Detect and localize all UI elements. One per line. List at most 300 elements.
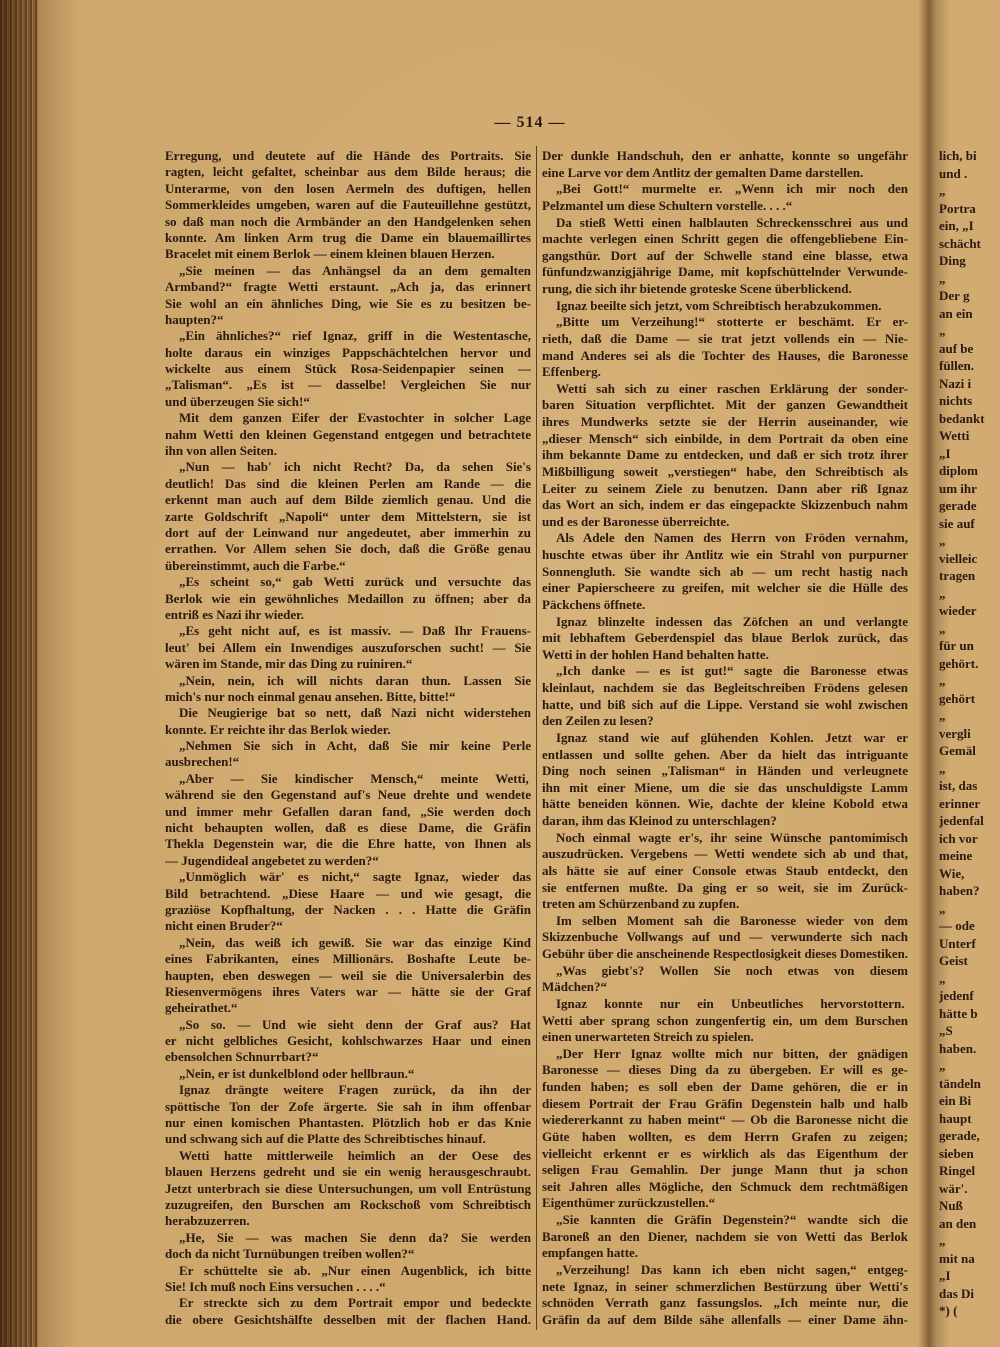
text-line: „dieser Mensch“ sich einbilde, in dem Portrait da oben eine bbox=[542, 430, 908, 446]
text-line: mand Anderes sei als die Tochter des Hauses, die Baronesse bbox=[542, 347, 908, 363]
column-rule bbox=[536, 146, 537, 1330]
paragraph bbox=[165, 410, 531, 459]
text-line: „Verzeihung! Das kann ich eben nicht sagen,“ entgeg- bbox=[556, 1261, 908, 1277]
next-page-text-fragment: „I bbox=[939, 1268, 951, 1283]
text-line: „Sie meinen — das Anhängsel da an dem gemalten bbox=[179, 262, 531, 278]
next-page-text-fragment: schächt bbox=[939, 235, 981, 251]
paragraph bbox=[165, 935, 531, 1017]
text-line-row bbox=[542, 1279, 908, 1296]
next-page-edge-text bbox=[939, 147, 1000, 1337]
text-line-row bbox=[542, 813, 908, 830]
next-page-text-fragment: Portra bbox=[939, 200, 976, 216]
text-line-row bbox=[542, 414, 908, 431]
text-line-row bbox=[542, 979, 908, 996]
text-line: „Es geht nicht auf, es ist massiv. — Daß Ihr Frauens- bbox=[179, 623, 531, 639]
text-line: Effenberg. bbox=[542, 364, 601, 380]
text-line: schnöden Verrath ganz fassungslos. „Ich meinte nur, die bbox=[542, 1295, 908, 1311]
text-line: Er schüttelte sie ab. „Nur einen Augenblick, ich bitte bbox=[179, 1262, 531, 1278]
text-line: eines Fabrikanten, eines Millionärs. Boshafte Leute be- bbox=[165, 951, 531, 967]
text-line-row bbox=[165, 263, 531, 279]
text-line-row bbox=[165, 591, 531, 607]
next-page-text-fragment: haben? bbox=[939, 883, 980, 898]
next-page-text-fragment: „ bbox=[939, 1058, 946, 1073]
text-line-row bbox=[165, 1148, 531, 1164]
text-line: während sie den Gegenstand auf's Neue drehte und wendete bbox=[165, 787, 531, 803]
text-line: Riesenvermögens ihres Vaters war — hätte sie der Graf bbox=[165, 983, 531, 999]
next-page-text-fragment: tändeln bbox=[939, 1075, 981, 1091]
text-line-row bbox=[165, 230, 531, 246]
text-line: diesem Portrait der Frau Gräfin Degenstein halb und halb bbox=[542, 1095, 908, 1111]
next-page-text-fragment: „ bbox=[939, 708, 946, 723]
text-line-row bbox=[165, 1000, 531, 1016]
next-page-text-fragment: diplom bbox=[939, 463, 979, 478]
text-line: ausbrechen!“ bbox=[165, 754, 240, 770]
next-page-text-fragment: haupt bbox=[939, 1110, 972, 1126]
text-line-row bbox=[542, 730, 908, 747]
next-page-text-fragment: „ bbox=[939, 970, 946, 986]
text-line: geheirathet.“ bbox=[165, 1000, 238, 1016]
text-line: graziöse Kopfhaltung, der Nacken . . . Hatte die Gräfin bbox=[165, 901, 531, 917]
next-page-text-fragment: wieder bbox=[939, 603, 977, 618]
text-line: seit Jahren alles Mögliche, den Schmuck dem rechtmäßigen bbox=[542, 1178, 908, 1194]
text-line-row bbox=[542, 547, 908, 564]
text-line: haupten, eben deswegen — weil sie die Universalerbin des bbox=[165, 967, 531, 983]
paragraph bbox=[165, 1082, 531, 1148]
text-line: leut' bei Allem ein Inwendiges auszuforschen sucht! — Sie bbox=[165, 639, 531, 655]
text-line-row bbox=[165, 443, 531, 459]
text-line: treten am Schürzenband zu zupfen. bbox=[542, 896, 740, 912]
text-line-row bbox=[165, 820, 531, 836]
text-line: Mit dem ganzen Eifer der Evastochter in solcher Lage bbox=[179, 410, 531, 426]
text-line-row bbox=[542, 880, 908, 897]
next-page-text-fragment: auf be bbox=[939, 340, 974, 356]
next-page-text-fragment: ich vor bbox=[939, 830, 978, 846]
next-page-text-fragment: ist, das bbox=[939, 778, 978, 793]
text-line: Ignaz stand wie auf glühenden Kohlen. Jetzt war er bbox=[556, 729, 908, 745]
text-line-row bbox=[165, 1049, 531, 1065]
next-page-text-fragment: „ bbox=[939, 183, 946, 198]
text-line: und schwang sich auf die Platte des Schreibtisches hinauf. bbox=[165, 1131, 486, 1147]
text-line: Wetti hatte mittlerweile heimlich an der Oese des bbox=[179, 1147, 531, 1163]
next-page-text-fragment: — ode bbox=[939, 918, 975, 933]
text-line-row bbox=[165, 673, 531, 689]
text-line-row bbox=[165, 181, 531, 197]
paragraph bbox=[165, 328, 531, 410]
text-line-row bbox=[165, 935, 531, 951]
text-line-row bbox=[542, 364, 908, 381]
text-line-row bbox=[542, 215, 908, 232]
text-line-row bbox=[542, 713, 908, 730]
text-line: empfangen hatte. bbox=[542, 1245, 639, 1261]
next-page-text-fragment: ein Bi bbox=[939, 1093, 972, 1108]
text-line-row bbox=[542, 630, 908, 647]
text-line: nur einen komischen Phantasten. Plötzlich hob er das Knie bbox=[165, 1115, 531, 1131]
text-line-row bbox=[542, 148, 908, 165]
text-line: ihn von allen Seiten. bbox=[165, 443, 277, 459]
text-line-row bbox=[165, 607, 531, 623]
text-line: „Was giebt's? Wollen Sie noch etwas von diesem bbox=[556, 962, 908, 978]
text-line-row bbox=[165, 853, 531, 869]
text-line: Der dunkle Handschuh, den er anhatte, konnte so ungefähr bbox=[542, 148, 908, 163]
text-line: Noch einmal wagte er's, ihr seine Wünsche pantomimisch bbox=[556, 829, 908, 845]
text-line-row bbox=[165, 1131, 531, 1147]
next-page-text-fragment: füllen. bbox=[939, 358, 975, 373]
paragraph bbox=[165, 263, 531, 329]
text-line-row bbox=[165, 1312, 531, 1328]
text-line-row bbox=[165, 1295, 531, 1311]
text-line: — Jugendideal angebetet zu werden?“ bbox=[165, 852, 379, 868]
text-line: ihres Mundwerks setzte sie der Herrin auseinander, wie bbox=[542, 414, 908, 429]
text-line: „Ein ähnliches?“ rief Ignaz, griff in die Westentasche, bbox=[179, 328, 531, 344]
paragraph bbox=[165, 1148, 531, 1230]
text-line-row bbox=[542, 1062, 908, 1079]
next-page-text-fragment: „ bbox=[939, 900, 946, 916]
paragraph bbox=[542, 298, 908, 315]
text-line-row bbox=[165, 1263, 531, 1279]
next-page-text-fragment: erinner bbox=[939, 795, 981, 811]
text-line: Sie! Ich muß noch Eins versuchen . . . .“ bbox=[165, 1278, 386, 1294]
text-line-row bbox=[542, 348, 908, 365]
next-page-text-fragment: „ bbox=[939, 323, 946, 338]
paragraph bbox=[542, 530, 908, 613]
text-line: mit lebhaftem Geberdenspiel das blaue Berlok zurück, das bbox=[542, 630, 908, 646]
text-line: rieth, daß die Dame — sie trat jetzt vollends ein — Nie- bbox=[542, 330, 908, 346]
text-line: Sie wohl an ein ähnliches Ding, wie Sie es zu besitzen be- bbox=[165, 295, 531, 311]
text-line-row bbox=[165, 558, 531, 574]
text-line-row bbox=[165, 492, 531, 508]
text-line-row bbox=[165, 1099, 531, 1115]
text-line: sie entfernen mußte. Da ging er so weit, sie im Zurück- bbox=[542, 879, 908, 895]
text-line: Als Adele den Namen des Herrn von Fröden vernahm, bbox=[556, 530, 908, 546]
next-page-text-fragment: für un bbox=[939, 638, 974, 653]
text-line: baren Situation verpflichtet. Mit der ganzen Gewandtheit bbox=[542, 397, 908, 413]
paragraph bbox=[165, 148, 531, 263]
text-line: und es der Baronesse überreichte. bbox=[542, 513, 730, 529]
text-line: „Sie kannten die Gräfin Degenstein?“ wandte sich die bbox=[556, 1212, 908, 1227]
text-line: nicht einen Bruder?“ bbox=[165, 918, 283, 934]
text-line: das Wort an sich, indem er das eingepackte Skizzenbuch nahm bbox=[542, 497, 908, 513]
text-line: kleinlaut, nachdem sie das Begleitschreiben Frödens gelesen bbox=[542, 680, 908, 695]
next-page-text-fragment: gehört bbox=[939, 690, 976, 706]
next-page-text-fragment: „ bbox=[939, 760, 946, 776]
text-line-row bbox=[165, 836, 531, 852]
text-line: seligen Frau Gemahlin. Der junge Mann thut ja schon bbox=[542, 1162, 908, 1178]
next-page-text-fragment: um ihr bbox=[939, 480, 977, 496]
text-line-row bbox=[542, 181, 908, 198]
text-line-row bbox=[165, 754, 531, 770]
text-line: Gebühr über die anscheinende Respectlosigkeit dieses Domestiken. bbox=[542, 946, 908, 961]
text-line-row bbox=[165, 296, 531, 312]
text-line: „Nein, nein, ich will nichts daran thun. Lassen Sie bbox=[179, 672, 531, 688]
text-line: ragten, leicht gefaltet, scheinbar aus dem Bilde heraus; die bbox=[165, 164, 531, 180]
next-page-text-fragment: Geist bbox=[939, 953, 968, 968]
text-line: wären im Stande, mir das Ding zu ruiniren.“ bbox=[165, 656, 413, 672]
paragraph bbox=[542, 730, 908, 830]
paragraph bbox=[542, 614, 908, 664]
next-page-text-fragment: „ bbox=[939, 585, 946, 601]
text-line-row bbox=[165, 148, 531, 164]
text-line-row bbox=[542, 1312, 908, 1329]
text-line-row bbox=[165, 722, 531, 738]
text-line: mich's nur noch einmal genau ansehen. Bitte, bitte!“ bbox=[165, 688, 456, 704]
text-line: Berlok wie ein gewöhnliches Medaillon zu öffnen; aber da bbox=[165, 590, 531, 606]
paragraph bbox=[165, 574, 531, 623]
text-line-row bbox=[165, 1082, 531, 1098]
text-line: daran, ihm das Kleinod zu unterschlagen? bbox=[542, 813, 777, 828]
text-line-row bbox=[165, 1066, 531, 1082]
text-line: Er streckte sich zu dem Portrait empor und bedeckte bbox=[179, 1295, 531, 1311]
text-line-row bbox=[542, 1029, 908, 1046]
next-page-text-fragment: Unterf bbox=[939, 935, 976, 951]
text-line-row bbox=[542, 248, 908, 265]
text-line: nicht behaupten wollen, daß es diese Dame, die Gräfin bbox=[165, 820, 531, 836]
text-line-row bbox=[165, 804, 531, 820]
paragraph bbox=[542, 830, 908, 913]
text-line: so daß man noch die Armbänder an den Handgelenken sehen bbox=[165, 213, 531, 229]
text-line: „He, Sie — was machen Sie denn da? Sie werden bbox=[179, 1229, 531, 1245]
next-page-text-fragment: Der g bbox=[939, 288, 970, 303]
text-line-row bbox=[542, 514, 908, 531]
text-line-row bbox=[165, 394, 531, 410]
next-page-text-fragment: bedankt bbox=[939, 410, 985, 426]
next-page-text-fragment: „ bbox=[939, 620, 946, 636]
text-line-row bbox=[542, 763, 908, 780]
text-line: Pelzmantel um diese Schultern vorstelle. . . .“ bbox=[542, 197, 793, 213]
text-line-row bbox=[542, 198, 908, 215]
paragraph bbox=[542, 1262, 908, 1329]
text-line: auszudrücken. Vergebens — Wetti wendete sich ab und that, bbox=[542, 846, 908, 862]
text-line: Die Neugierige bat so nett, daß Nazi nicht widerstehen bbox=[179, 705, 531, 721]
text-line-row bbox=[542, 1229, 908, 1246]
text-line: den Zeilen zu lesen? bbox=[542, 713, 654, 729]
text-line: ebensolchen Schnurrbart?“ bbox=[165, 1049, 319, 1065]
next-page-text-fragment: sie auf bbox=[939, 515, 975, 531]
paragraph bbox=[542, 963, 908, 996]
text-line-row bbox=[165, 509, 531, 525]
text-line: „Bitte um Verzeihung!“ stotterte er beschämt. Er er- bbox=[556, 314, 908, 330]
text-line-row bbox=[542, 264, 908, 281]
text-line-row bbox=[165, 164, 531, 180]
next-page-text-fragment: „ bbox=[939, 1233, 946, 1248]
next-page-text-fragment: Gemäl bbox=[939, 743, 976, 758]
next-page-text-fragment: lich, bi bbox=[939, 148, 977, 163]
text-line: Ignaz blinzelte indessen das Zöfchen an und verlangte bbox=[556, 613, 908, 629]
text-line-row bbox=[542, 564, 908, 581]
text-line-row bbox=[165, 377, 531, 393]
text-line: ihm bekannte Dame zu entdecken, und daß er sich trotz ihrer bbox=[542, 447, 908, 463]
text-line: „Unmöglich wär' es nicht,“ sagte Ignaz, wieder das bbox=[179, 869, 531, 885]
text-line-row bbox=[165, 656, 531, 672]
text-line-row bbox=[542, 1079, 908, 1096]
text-line-row bbox=[165, 689, 531, 705]
paragraph bbox=[165, 705, 531, 738]
text-line: entriß es Nazi ihr wieder. bbox=[165, 606, 305, 622]
text-line: zarte Goldschrift „Napoli“ unter dem Mittelstern, sie ist bbox=[165, 508, 531, 524]
text-line-row bbox=[542, 1146, 908, 1163]
text-line-row bbox=[165, 361, 531, 377]
text-line: errathen. Vor Allem sehen Sie doch, daß die Größe genau bbox=[165, 541, 531, 557]
text-line-row bbox=[542, 697, 908, 714]
next-page-text-fragment: hätte b bbox=[939, 1005, 978, 1021]
text-line: konnte. Er reichte ihr das Berlok wieder. bbox=[165, 721, 391, 737]
text-line: nahm Wetti den kleinen Gegenstand entgegen und betrachtete bbox=[165, 426, 531, 442]
next-page-text-fragment: vergli bbox=[939, 725, 971, 741]
text-line-row bbox=[165, 705, 531, 721]
text-line: als hätte sie auf einer Console etwas Staub entdeckt, den bbox=[542, 862, 908, 878]
text-line: ihn mit einer Miene, um die sie das unschuldigste Lamm bbox=[542, 779, 908, 795]
text-line: und überzeugen Sie sich!“ bbox=[165, 393, 310, 409]
text-line-row bbox=[542, 231, 908, 248]
text-line-row bbox=[542, 796, 908, 813]
paragraph bbox=[542, 663, 908, 730]
text-line: erkennt man auch auf dem Bilde ziemlich genau. Und die bbox=[165, 492, 531, 508]
paragraph bbox=[165, 1017, 531, 1066]
text-line-row bbox=[542, 580, 908, 597]
text-line-row bbox=[542, 1129, 908, 1146]
text-line: Jetzt unterbrach sie diese Untersuchungen, um voll Entrüstung bbox=[165, 1180, 531, 1196]
text-line-row bbox=[542, 464, 908, 481]
next-page-text-fragment: Wie, bbox=[939, 865, 965, 881]
left-column bbox=[165, 148, 531, 1334]
paragraph bbox=[542, 314, 908, 381]
text-line: „Nun — hab' ich nicht Recht? Da, da sehen Sie's bbox=[179, 459, 531, 475]
text-line-row bbox=[542, 1195, 908, 1212]
text-line-row bbox=[542, 397, 908, 414]
next-page-text-fragment: meine bbox=[939, 848, 973, 863]
text-line: wiedererkannt zu haben meint“ — Ob die Baronesse nicht die bbox=[542, 1112, 908, 1128]
text-line: Wetti in der hohlen Hand behalten hatte. bbox=[542, 646, 769, 662]
text-line-row bbox=[165, 312, 531, 328]
text-line: fünfundzwanzigjährige Dame, mit kopfschüttelnder Verwunde- bbox=[542, 264, 908, 280]
text-line: Mädchen?“ bbox=[542, 979, 607, 995]
text-line-row bbox=[165, 1115, 531, 1131]
text-line: deutlich! Das sind die kleinen Perlen am Rande — die bbox=[165, 475, 531, 491]
text-line: Armband?“ fragte Wetti erstaunt. „Ach ja, das erinnert bbox=[165, 279, 531, 295]
text-line-row bbox=[542, 1096, 908, 1113]
text-line: „Nein, er ist dunkelblond oder hellbraun.“ bbox=[179, 1065, 415, 1081]
text-line: nete Ignaz, in seiner schmerzlichen Bestürzung über Wetti's bbox=[542, 1278, 908, 1294]
text-line-row bbox=[165, 476, 531, 492]
text-line: machte verlegen einen Schritt gegen die offengebliebene Ein- bbox=[542, 231, 908, 247]
text-line-row bbox=[165, 1279, 531, 1295]
text-line-row bbox=[542, 913, 908, 930]
text-line: Güte haben wollten, es dem Herrn Grafen zu zeigen; bbox=[542, 1128, 908, 1144]
text-line-row bbox=[165, 345, 531, 361]
text-line: spöttische Ton der Zofe ärgerte. Sie sah in ihm offenbar bbox=[165, 1098, 531, 1114]
next-page-text-fragment: Wetti bbox=[939, 428, 970, 443]
text-line: entlassen und sollte gehen. Aber da hielt das intriguante bbox=[542, 746, 908, 762]
text-line: „Der Herr Ignaz wollte mich nur bitten, der gnädigen bbox=[556, 1045, 908, 1061]
text-line-row bbox=[542, 747, 908, 764]
next-page-text-fragment: „ bbox=[939, 270, 946, 286]
text-line: er nicht gelbliches Gesicht, kohlschwarzes Haar und einen bbox=[165, 1033, 531, 1049]
paragraph bbox=[165, 673, 531, 706]
paragraph bbox=[165, 623, 531, 672]
text-line: und immer mehr Gefallen daran fand, „Sie werden doch bbox=[165, 803, 531, 819]
next-page-text-fragment: gerade, bbox=[939, 1128, 980, 1143]
text-line-row bbox=[542, 1162, 908, 1179]
text-line: Gräfin da auf dem Bilde sähe allenfalls — einer Dame ähn- bbox=[542, 1311, 908, 1327]
text-line-row bbox=[165, 459, 531, 475]
text-line-row bbox=[165, 918, 531, 934]
page-number: — 514 — bbox=[494, 114, 566, 131]
text-line: hätte beneiden können. Wie, dachte der kleine Kobold etwa bbox=[542, 796, 908, 812]
next-page-text-fragment: Ringel bbox=[939, 1163, 976, 1178]
next-page-text-fragment: ein, „I bbox=[939, 218, 974, 233]
text-line: Päckchens öffnete. bbox=[542, 596, 646, 612]
text-line: Leiter zu seinem Ziele zu benutzen. Dann aber riß Ignaz bbox=[542, 480, 908, 496]
text-line: konnte. Am linken Arm trug die Dame ein blauemaillirtes bbox=[165, 229, 531, 245]
text-line-row bbox=[165, 525, 531, 541]
text-line-row bbox=[165, 951, 531, 967]
text-line: Mißbilligung soweit „verstiegen“ habe, den Schreibtisch als bbox=[542, 463, 908, 479]
text-line-row bbox=[542, 1212, 908, 1229]
paragraph bbox=[165, 869, 531, 935]
text-line: übereinstimmt, auch die Farbe.“ bbox=[165, 557, 346, 573]
text-line: herabzuzerren. bbox=[165, 1213, 250, 1229]
text-line: „So so. — Und wie sieht denn der Graf aus? Hat bbox=[179, 1016, 531, 1032]
text-line: rung, die sich ihr bietende groteske Scene überblickend. bbox=[542, 281, 852, 296]
text-line-row bbox=[165, 771, 531, 787]
next-page-text-fragment: gehört. bbox=[939, 655, 979, 671]
text-line: Bild betrachtend. „Diese Haare — und wie gesagt, die bbox=[165, 885, 531, 901]
paragraph bbox=[165, 1230, 531, 1263]
text-line-row bbox=[542, 281, 908, 298]
text-line-row bbox=[542, 530, 908, 547]
text-line: Thekla Degenstein war, die die Ehre hatte, von Ihnen als bbox=[165, 836, 531, 852]
text-line-row bbox=[542, 1245, 908, 1262]
text-line-row bbox=[542, 663, 908, 680]
next-page-text-fragment: und . bbox=[939, 165, 968, 181]
text-line-row bbox=[165, 968, 531, 984]
next-page-text-fragment: jedenf bbox=[939, 988, 974, 1003]
text-line: haupten?“ bbox=[165, 311, 224, 327]
text-line: dort auf der Leinwand nur angedeutet, aber immerhin zu bbox=[165, 524, 531, 540]
text-line: holte daraus ein winziges Pappschächtelchen hervor und bbox=[165, 344, 531, 360]
text-line-row bbox=[542, 1112, 908, 1129]
book-gutter-shadow bbox=[918, 0, 938, 1347]
text-line: Baronesse — dieses Ding da zu übergeben. Er will es ge- bbox=[542, 1062, 908, 1078]
text-line: Ignaz konnte nur ein Unbeutliches hervorstottern. bbox=[556, 995, 905, 1011]
text-line: „Aber — Sie kindischer Mensch,“ meinte Wetti, bbox=[179, 770, 529, 786]
next-page-text-fragment: an den bbox=[939, 1215, 977, 1231]
next-page-text-fragment: das Di bbox=[939, 1285, 975, 1301]
paragraph bbox=[165, 738, 531, 771]
text-line-row bbox=[542, 165, 908, 182]
text-line-row bbox=[165, 1017, 531, 1033]
text-line: „Nein, das weiß ich gewiß. Sie war das einzige Kind bbox=[179, 934, 531, 950]
right-column bbox=[542, 148, 908, 1334]
text-line: Im selben Moment sah die Baronesse wieder von dem bbox=[556, 912, 908, 928]
next-page-text-fragment: tragen bbox=[939, 568, 976, 583]
text-line: hatte, und biß sich auf die Lippe. Verstand sie wohl zwischen bbox=[542, 696, 908, 712]
text-line: vielleicht erkennt er es wirklich als das Eigenthum der bbox=[542, 1145, 908, 1161]
next-page-text-fragment: vielleic bbox=[939, 550, 978, 566]
next-page-text-fragment: gerade bbox=[939, 498, 977, 513]
text-line: Bracelet mit einem Berlok — einem kleinen blauen Herzen. bbox=[165, 246, 495, 262]
text-line-row bbox=[542, 946, 908, 963]
text-line-row bbox=[165, 1164, 531, 1180]
text-line-row bbox=[542, 431, 908, 448]
text-line-row bbox=[542, 497, 908, 514]
next-page-text-fragment: Ding bbox=[939, 253, 966, 268]
paragraph bbox=[165, 1066, 531, 1082]
text-line-row bbox=[542, 963, 908, 980]
text-line: Da stieß Wetti einen halblauten Schreckensschrei aus und bbox=[556, 214, 908, 230]
next-page-text-fragment: nichts bbox=[939, 393, 973, 408]
paragraph bbox=[165, 771, 531, 869]
text-line-row bbox=[542, 647, 908, 664]
